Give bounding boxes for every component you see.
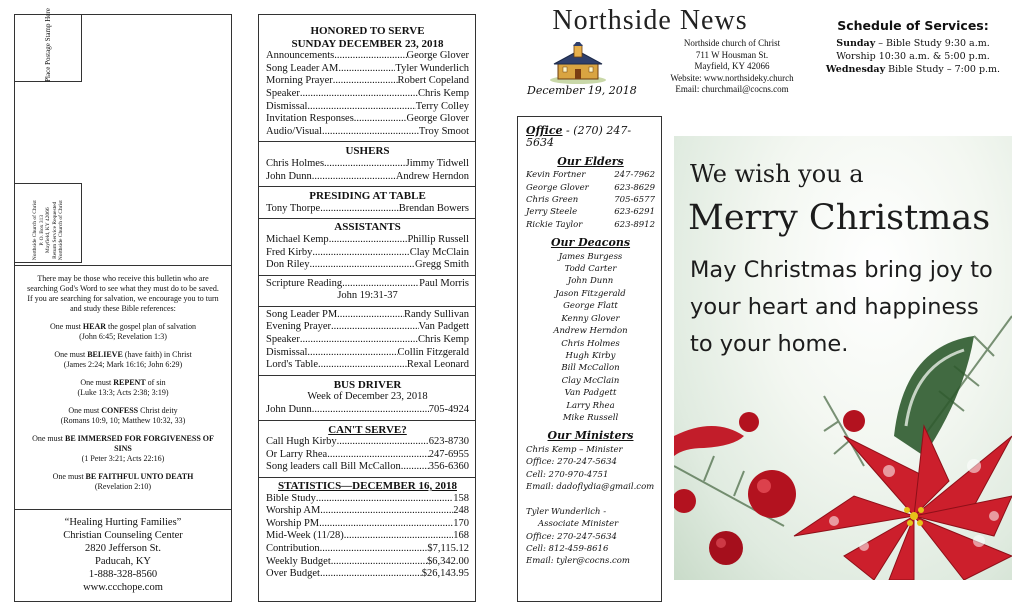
divider xyxy=(259,375,475,376)
minister-line: Email: dadoflydia@gmail.com xyxy=(526,481,655,492)
dot-leader xyxy=(312,171,396,184)
cant-serve-title: CAN'T SERVE? xyxy=(328,423,407,436)
stat-row-value: 170 xyxy=(453,517,469,529)
divider xyxy=(259,420,475,421)
card-greeting-line2: Merry Christmas xyxy=(688,198,991,238)
counseling-line: Christian Counseling Center xyxy=(63,530,183,541)
divider xyxy=(259,275,475,276)
role-row xyxy=(266,63,469,76)
dot-leader xyxy=(307,347,397,360)
divider xyxy=(259,306,475,307)
step-keyword: BELIEVE xyxy=(87,350,123,359)
stats-title: STATISTICS—DECEMBER 16, 2018 xyxy=(278,480,457,492)
dot-leader xyxy=(320,543,428,556)
presiding-list xyxy=(266,203,469,216)
bus-title: BUS DRIVER xyxy=(333,378,402,391)
elder-row xyxy=(526,169,655,181)
step-prefix: One must xyxy=(80,378,114,387)
evening-row-value: Randy Sullivan xyxy=(403,308,469,320)
evening-list xyxy=(266,309,469,372)
mailing-panel xyxy=(14,8,232,602)
stat-row xyxy=(266,518,469,531)
step-keyword: CONFESS xyxy=(101,406,139,415)
usher-row xyxy=(266,171,469,184)
dot-leader xyxy=(309,259,415,272)
church-info xyxy=(652,38,812,96)
elder-name: Rickie Taylor xyxy=(526,219,583,230)
masthead-title: Northside News xyxy=(552,5,748,36)
step-suffix: of sin xyxy=(145,378,166,387)
bus-row xyxy=(266,404,469,417)
honored-to-serve-panel xyxy=(258,14,476,602)
step-reference: (John 6:45; Revelation 1:3) xyxy=(79,332,167,341)
deacon-name: Clay McClain xyxy=(561,375,620,386)
stamp-label: Place Postage Stamp Here xyxy=(44,8,52,82)
stat-row-label: Over Budget xyxy=(266,568,320,580)
stat-row-label: Mid-Week (11/28) xyxy=(266,530,344,542)
church-info-line: Email: churchmail@cocns.com xyxy=(675,84,789,94)
assistants-list xyxy=(266,234,469,272)
stat-row xyxy=(266,556,469,569)
elder-row xyxy=(526,194,655,206)
scripture-role: Scripture Reading xyxy=(266,277,343,289)
salvation-step xyxy=(25,350,221,370)
elders-title: Our Elders xyxy=(557,154,624,168)
stat-row-value: $6,342.00 xyxy=(427,555,469,567)
deacon-name: Jason Fitzgerald xyxy=(555,288,626,299)
step-prefix: One must xyxy=(50,322,83,331)
deacons-title: Our Deacons xyxy=(550,236,631,250)
role-row-label: Announcements xyxy=(266,50,335,62)
elder-name: Jerry Steele xyxy=(526,207,578,218)
stat-row xyxy=(266,505,469,518)
schedule-lines xyxy=(808,37,1018,76)
minister-line: Cell: 270-970-4751 xyxy=(526,469,609,480)
presiding-row xyxy=(266,203,469,216)
stat-row-label: Contribution xyxy=(266,542,320,554)
schedule-line xyxy=(808,63,1018,76)
bus-driver-phone: 705-4924 xyxy=(428,404,469,416)
counseling-center xyxy=(15,509,231,601)
step-keyword: REPENT xyxy=(113,378,146,387)
christmas-card xyxy=(674,136,1012,580)
role-row xyxy=(266,75,469,88)
role-row-value: Terry Colley xyxy=(415,100,469,112)
deacon-name: Van Padgett xyxy=(564,388,617,399)
return-address-box xyxy=(15,183,82,263)
church-icon xyxy=(548,42,608,84)
deacon-name: Todd Carter xyxy=(564,264,617,275)
step-prefix: One must xyxy=(54,350,88,359)
step-keyword: BE IMMERSED FOR FORGIVENESS OF SINS xyxy=(64,434,214,453)
bus-driver-name: John Dunn xyxy=(266,404,312,416)
cant-serve-row-value: 356-6360 xyxy=(428,461,469,473)
role-row-label: Morning Prayer xyxy=(266,75,333,87)
evening-row xyxy=(266,309,469,322)
dot-leader xyxy=(300,334,418,347)
stat-row xyxy=(266,530,469,543)
return-address-line: Return Service Requested xyxy=(51,201,58,259)
dot-leader xyxy=(319,518,453,531)
evening-row xyxy=(266,321,469,334)
step-suffix: (have faith) in Christ xyxy=(122,350,192,359)
church-info-line: Northside church of Christ xyxy=(683,38,781,48)
counseling-line: 2820 Jefferson St. xyxy=(85,543,161,554)
cant-serve-row xyxy=(266,436,469,449)
office-phone: - (270) 247-5634 xyxy=(526,124,632,150)
schedule-title: Schedule of Services: xyxy=(837,18,989,33)
dot-leader xyxy=(401,461,429,474)
assistant-row xyxy=(266,234,469,247)
step-prefix: One must xyxy=(32,434,65,443)
assistant-row-value: Clay McClain xyxy=(409,246,469,258)
step-prefix: One must xyxy=(68,406,102,415)
ushers-title: USHERS xyxy=(345,145,390,158)
minister-line: Chris Kemp – Minister xyxy=(526,444,623,455)
role-row xyxy=(266,101,469,114)
schedule-of-services xyxy=(808,18,1018,76)
role-row xyxy=(266,126,469,139)
stat-row xyxy=(266,543,469,556)
presiding-row-label: Tony Thorpe xyxy=(266,202,321,214)
stat-row-label: Worship AM xyxy=(266,505,321,517)
divider xyxy=(259,477,475,478)
minister-line: Office: 270-247-5634 xyxy=(526,531,617,542)
schedule-day: Sunday xyxy=(836,38,876,49)
step-suffix: Christ deity xyxy=(138,406,178,415)
salvation-step xyxy=(25,472,221,492)
dot-leader xyxy=(312,247,409,260)
role-row-value: Chris Kemp xyxy=(417,87,469,99)
dot-leader xyxy=(333,75,398,88)
stat-row-label: Worship PM xyxy=(266,517,320,529)
dot-leader xyxy=(324,158,406,171)
divider xyxy=(259,186,475,187)
elder-phone: 623-6291 xyxy=(614,207,655,218)
usher-row-label: John Dunn xyxy=(266,170,312,182)
step-reference: (Luke 13:3; Acts 2:38; 3:19) xyxy=(77,388,169,397)
evening-row-label: Speaker xyxy=(266,334,300,346)
dot-leader xyxy=(322,126,419,139)
dot-leader xyxy=(337,309,404,322)
elder-name: George Glover xyxy=(526,182,589,193)
dot-leader xyxy=(307,101,415,114)
scripture-row xyxy=(266,278,469,291)
return-address-line: P. O. Box 313 xyxy=(38,214,45,246)
dot-leader xyxy=(300,88,418,101)
minister-line: Tyler Wunderlich - xyxy=(526,506,607,517)
elder-row xyxy=(526,182,655,194)
minister-line: Office: 270-247-5634 xyxy=(526,457,617,468)
role-row-value: George Glover xyxy=(406,50,469,62)
stat-row-value: 158 xyxy=(453,492,469,504)
salvation-intro: There may be those who receive this bulletin who are searching God's Word to see what they must do to be saved. If you are searching for salvation, we encourage you to turn and study these Bible references: xyxy=(27,274,219,313)
schedule-day: Wednesday xyxy=(825,64,886,75)
step-keyword: HEAR xyxy=(82,322,107,331)
presiding-title: PRESIDING AT TABLE xyxy=(309,190,426,203)
elder-row xyxy=(526,219,655,231)
poinsettia-icon xyxy=(794,426,1012,580)
scripture-ref: John 19:31-37 xyxy=(337,290,398,302)
dot-leader xyxy=(338,63,395,76)
role-row xyxy=(266,50,469,63)
minister-line: Associate Minister xyxy=(538,519,619,530)
step-prefix: One must xyxy=(52,472,86,481)
ushers-list xyxy=(266,158,469,183)
dot-leader xyxy=(344,530,453,543)
role-row xyxy=(266,88,469,101)
schedule-text: Bible Study – 7:00 p.m. xyxy=(885,64,1001,75)
minister-line xyxy=(526,493,655,505)
salvation-section xyxy=(15,265,231,500)
deacon-name: James Burgess xyxy=(558,251,623,262)
assistant-row xyxy=(266,247,469,260)
evening-row-value: Collin Fitzgerald xyxy=(397,346,469,358)
assistant-row-label: Don Riley xyxy=(266,259,310,271)
serve-date: SUNDAY DECEMBER 23, 2018 xyxy=(291,37,444,50)
evening-row xyxy=(266,359,469,372)
church-info-line: Mayfield, KY 42066 xyxy=(694,61,770,71)
evening-row-value: Van Padgett xyxy=(418,321,469,333)
cant-serve-row xyxy=(266,461,469,474)
assistant-row-label: Fred Kirby xyxy=(266,246,313,258)
dot-leader xyxy=(320,568,422,581)
dot-leader xyxy=(337,436,429,449)
elder-phone: 623-8629 xyxy=(614,182,655,193)
cant-serve-row xyxy=(266,449,469,462)
deacon-name: Kenny Glover xyxy=(561,313,620,324)
dot-leader xyxy=(334,50,406,63)
usher-row-value: Andrew Herndon xyxy=(395,170,469,182)
dot-leader xyxy=(320,203,399,216)
schedule-line xyxy=(808,37,1018,50)
deacon-name: Hugh Kirby xyxy=(565,350,616,361)
divider xyxy=(259,141,475,142)
deacon-name: Mike Russell xyxy=(562,412,619,423)
evening-row-label: Evening Prayer xyxy=(266,321,332,333)
divider xyxy=(259,218,475,219)
dot-leader xyxy=(327,449,429,462)
role-row-label: Audio/Visual xyxy=(266,125,322,137)
stat-row-value: 168 xyxy=(453,530,469,542)
office-line xyxy=(526,125,655,150)
card-greeting-line1: We wish you a xyxy=(690,160,864,188)
step-reference: (Revelation 2:10) xyxy=(94,482,152,491)
stat-row-value: $26,143.95 xyxy=(421,568,469,580)
cant-serve-row-value: 623-8730 xyxy=(428,436,469,448)
role-row xyxy=(266,113,469,126)
bus-week: Week of December 23, 2018 xyxy=(307,391,428,403)
evening-row-label: Dismissal xyxy=(266,346,308,358)
step-reference: (1 Peter 3:21; Acts 22:16) xyxy=(81,454,165,463)
schedule-text: – Bible Study 9:30 a.m. xyxy=(875,38,990,49)
elder-name: Kevin Fortner xyxy=(526,170,586,181)
cant-serve-list xyxy=(266,436,469,474)
assistant-row-value: Gregg Smith xyxy=(415,259,469,271)
evening-row-label: Song Leader PM xyxy=(266,308,338,320)
salvation-step xyxy=(25,322,221,342)
card-message: May Christmas bring joy to your heart and happiness to your home. xyxy=(690,257,993,357)
office-label: Office xyxy=(526,124,563,137)
role-row-label: Song Leader AM xyxy=(266,62,339,74)
evening-row xyxy=(266,347,469,360)
usher-row xyxy=(266,158,469,171)
roles-list xyxy=(266,50,469,138)
stamp-box xyxy=(15,8,82,82)
schedule-text: Worship 10:30 a.m. & 5:00 p.m. xyxy=(836,51,990,62)
elder-phone: 247-7962 xyxy=(614,170,655,181)
assistant-row-value: Phillip Russell xyxy=(407,233,469,245)
scripture-name: Paul Morris xyxy=(419,277,469,289)
return-address-line: Mayfield, KY 42066 xyxy=(44,207,51,254)
stat-row-value: $7,115.12 xyxy=(427,542,469,554)
schedule-line xyxy=(808,50,1018,63)
role-row-value: George Glover xyxy=(406,113,469,125)
step-reference: (Romans 10:9, 10; Matthew 10:32, 33) xyxy=(60,416,186,425)
salvation-step xyxy=(25,406,221,426)
deacons-list xyxy=(526,251,655,425)
church-info-line: Website: www.northsideky.church xyxy=(670,72,794,83)
cant-serve-row-value: 247-6955 xyxy=(428,448,469,460)
stat-row xyxy=(266,568,469,581)
church-info-line: 711 W Housman St. xyxy=(695,49,769,60)
return-address-line: Northside Church of Christ xyxy=(57,200,64,261)
elder-name: Chris Green xyxy=(526,195,579,206)
elders-list xyxy=(526,169,655,231)
role-row-label: Speaker xyxy=(266,87,300,99)
dot-leader xyxy=(320,505,453,518)
issue-date: December 19, 2018 xyxy=(527,84,637,97)
evening-row-value: Chris Kemp xyxy=(417,334,469,346)
ministers-title: Our Ministers xyxy=(547,429,634,443)
role-row-value: Tyler Wunderlich xyxy=(395,62,469,74)
dot-leader xyxy=(316,493,453,506)
deacon-name: Andrew Herndon xyxy=(553,326,628,337)
counseling-line: Paducah, KY xyxy=(95,556,151,567)
deacon-name: George Flatt xyxy=(563,301,618,312)
step-reference: (James 2:24; Mark 16:16; John 6:29) xyxy=(63,360,183,369)
cant-serve-row-label: Song leaders call Bill McCallon xyxy=(266,461,401,473)
role-row-label: Dismissal xyxy=(266,100,308,112)
stat-row-label: Weekly Budget xyxy=(266,555,331,567)
deacon-name: Chris Holmes xyxy=(561,338,620,349)
elder-row xyxy=(526,206,655,218)
role-row-value: Troy Smoot xyxy=(418,125,469,137)
stat-row-label: Bible Study xyxy=(266,492,316,504)
counseling-line: 1-888-328-8560 xyxy=(88,569,158,580)
salvation-step xyxy=(25,434,221,464)
evening-row-value: Rexal Leonard xyxy=(406,359,469,371)
deacon-name: Bill McCallon xyxy=(561,363,620,374)
assistants-title: ASSISTANTS xyxy=(334,221,401,234)
dot-leader xyxy=(329,234,408,247)
minister-line: Email: tyler@cocns.com xyxy=(526,556,630,567)
minister-line: Cell: 812-459-8616 xyxy=(526,544,609,554)
cant-serve-row-label: Or Larry Rhea xyxy=(266,448,328,460)
presiding-row-value: Brendan Bowers xyxy=(398,202,469,214)
stat-row-value: 248 xyxy=(453,505,469,517)
usher-row-label: Chris Holmes xyxy=(266,157,325,169)
dot-leader xyxy=(331,556,427,569)
evening-row-label: Lord's Table xyxy=(266,359,318,371)
stat-row xyxy=(266,493,469,506)
dot-leader xyxy=(331,321,419,334)
evening-row xyxy=(266,334,469,347)
dot-leader xyxy=(318,359,407,372)
dot-leader xyxy=(354,113,407,126)
role-row-value: Robert Copeland xyxy=(397,75,469,87)
office-panel xyxy=(517,116,662,602)
stats-list xyxy=(266,493,469,581)
return-address-line: Northside Church of Christ xyxy=(31,200,38,261)
role-row-label: Invitation Responses xyxy=(266,113,354,125)
assistant-row xyxy=(266,259,469,272)
deacon-name: Larry Rhea xyxy=(566,400,615,411)
usher-row-value: Jimmy Tidwell xyxy=(405,157,469,169)
salvation-steps xyxy=(25,322,221,492)
step-keyword: BE FAITHFUL UNTO DEATH xyxy=(85,472,194,481)
assistant-row-label: Michael Kemp xyxy=(266,233,329,245)
serve-title: HONORED TO SERVE xyxy=(310,25,425,37)
cant-serve-row-label: Call Hugh Kirby xyxy=(266,436,337,448)
elder-phone: 623-8912 xyxy=(614,219,655,230)
counseling-line: “Healing Hurting Families” xyxy=(64,517,182,528)
ministers-list xyxy=(526,444,655,568)
salvation-step xyxy=(25,378,221,398)
step-suffix: the gospel plan of salvation xyxy=(106,322,196,331)
deacon-name: John Dunn xyxy=(567,276,614,287)
elder-phone: 705-6577 xyxy=(614,195,655,206)
counseling-line: www.ccchope.com xyxy=(83,582,163,593)
